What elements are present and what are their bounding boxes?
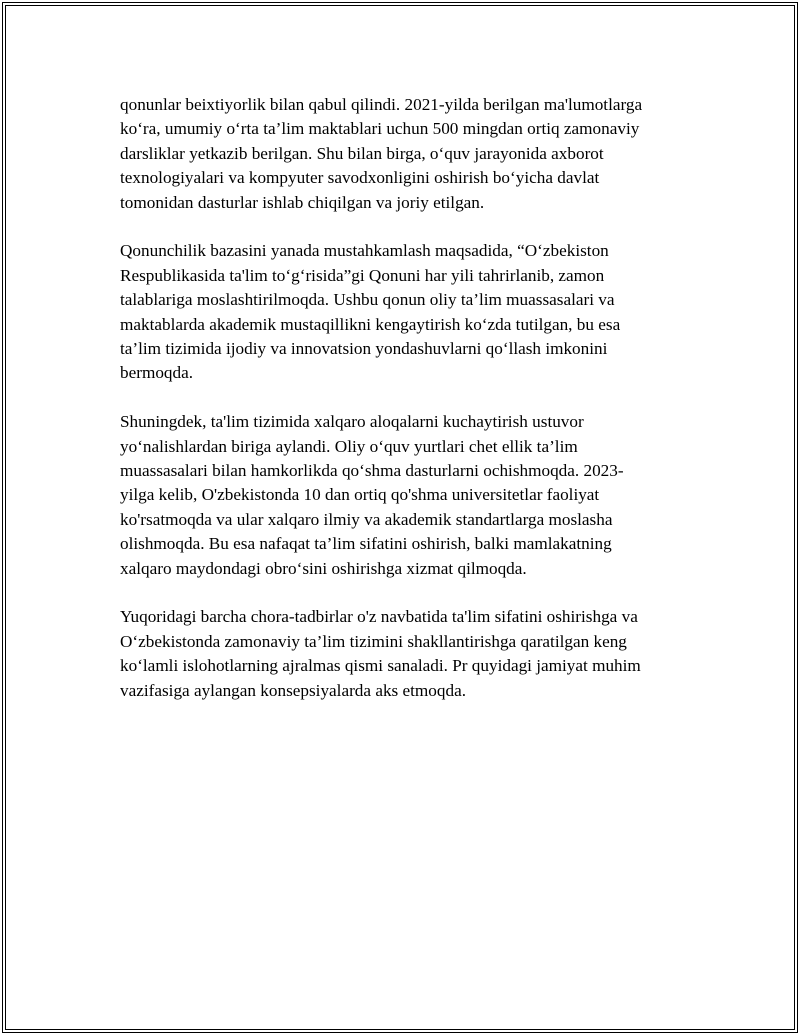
paragraph: Shuningdek, ta'lim tizimida xalqaro aloqalarni kuchaytirish ustuvor yo‘nalishlardan biriga aylandi. Oliy o‘quv yurtlari chet ellik ta’lim muassasalari bilan hamkorlikda qo‘shma dasturlarni ochishmoqda. 2023- yilga kelib, O'zbekistonda 10 dan ortiq qo'shma universitetlar faoliyat ko'rsatmoqda va ular xalqaro ilmiy va akademik standartlarga moslasha olishmoqda. Bu esa nafaqat ta’lim sifatini oshirish, balki mamlakatning xalqaro maydondagi obro‘sini oshirishga xizmat qilmoqda. — [120, 412, 624, 578]
paragraph: qonunlar beixtiyorlik bilan qabul qilindi. 2021-yilda berilgan ma'lumotlarga ko‘ra, umumiy o‘rta ta’lim maktablari uchun 500 mingdan ortiq zamonaviy darsliklar yetkazib berilgan. Shu bilan birga, o‘quv jarayonida axborot texnologiyalari va kompyuter savodxonligini oshirish bo‘yicha davlat tomonidan dasturlar ishlab chiqilgan va joriy etilgan. — [120, 95, 643, 212]
paragraph: Qonunchilik bazasini yanada mustahkamlash maqsadida, “O‘zbekiston Respublikasida ta'lim to‘g‘risida”gi Qonuni har yili tahrirlanib, zamon talablariga moslashtirilmoqda. Ushbu qonun oliy ta’lim muassasalari va maktablarda akademik mustaqillikni kengaytirish ko‘zda tutilgan, bu esa ta’lim tizimida ijodiy va innovatsion yondashuvlarni qo‘llash imkonini bermoqda. — [120, 241, 621, 383]
paragraph: Yuqoridagi barcha chora-tadbirlar o'z navbatida ta'lim sifatini oshirishga va O‘zbekistonda zamonaviy ta’lim tizimini shakllantirishga qaratilgan keng ko‘lamli islohotlarning ajralmas qismi sanaladi. Pr quyidagi jamiyat muhim vazifasiga aylangan konsepsiyalarda aks etmoqda. — [120, 607, 641, 700]
document-page — [2, 2, 798, 1033]
document-body — [120, 93, 686, 728]
